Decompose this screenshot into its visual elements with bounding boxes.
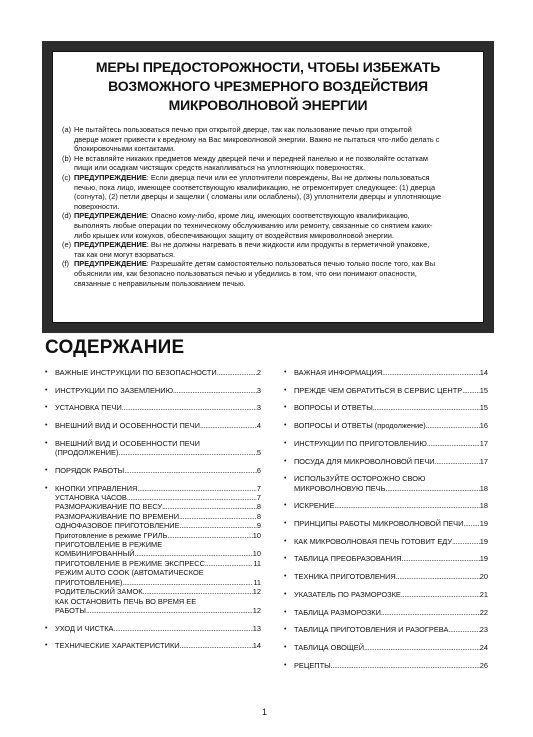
toc-right-column bbox=[284, 368, 488, 670]
bullet-icon: • bbox=[284, 555, 287, 563]
toc-entry[interactable] bbox=[284, 572, 488, 581]
toc-entry[interactable] bbox=[284, 457, 488, 466]
warning-item-line: так как они могут взорваться. bbox=[74, 249, 176, 259]
toc-page-number: 14 bbox=[252, 641, 261, 651]
toc-entry-line bbox=[55, 493, 261, 502]
toc-entry-line bbox=[294, 439, 488, 448]
toc-leader-dots bbox=[143, 587, 253, 596]
toc-page-number: 6 bbox=[256, 465, 261, 475]
warning-item-line: выполнять любые операции по техническому обслуживанию или ремонту, связанные со снятием каких- bbox=[74, 220, 433, 230]
toc-entry-line bbox=[55, 466, 261, 475]
toc-leader-dots bbox=[463, 519, 479, 528]
toc-leader-dots bbox=[334, 501, 479, 510]
toc-page-number: 24 bbox=[479, 642, 488, 652]
toc-entry-line bbox=[55, 439, 261, 448]
toc-leader-dots bbox=[180, 641, 253, 650]
toc-leader-dots bbox=[118, 448, 256, 457]
toc-entry-title: ПРЕЖДЕ ЧЕМ ОБРАТИТЬСЯ В СЕРВИС ЦЕНТР bbox=[294, 385, 463, 395]
toc-leader-dots bbox=[396, 572, 480, 581]
warning-item-line: связанные с неправильным пользованием печью. bbox=[74, 278, 246, 288]
toc-entry-title: УКАЗАТЕЛЬ ПО РАЗМОРОЗКЕ bbox=[294, 589, 401, 599]
toc-entry-line bbox=[294, 386, 488, 395]
toc-page-number: 19 bbox=[479, 519, 488, 529]
bullet-icon: • bbox=[284, 573, 287, 581]
toc-leader-dots bbox=[386, 484, 480, 493]
toc-title: СОДЕРЖАНИЕ bbox=[45, 337, 185, 358]
toc-entry-title: КАК ОСТАНОВИТЬ ПЕЧЬ ВО ВРЕМЯ ЕЕ bbox=[55, 596, 197, 606]
toc-entry-line bbox=[55, 597, 261, 606]
warning-item-line: печью, пока лицо, имеющее соответствующую квалификацию, не отремонтирует следующее: (1) дверца bbox=[74, 182, 436, 192]
toc-entry-title: РОДИТЕЛЬСКИЙ ЗАМОК bbox=[55, 587, 143, 597]
warning-item bbox=[62, 154, 480, 173]
toc-leader-dots bbox=[435, 457, 480, 466]
warning-item-label: (e) bbox=[62, 240, 72, 250]
toc-leader-dots bbox=[179, 512, 257, 521]
warning-item-line: пищи или осадкам чистящих средств накапливаться на уплотняющих поверхностях. bbox=[74, 163, 366, 173]
toc-page-number: 4 bbox=[256, 421, 261, 431]
warning-item-line bbox=[74, 259, 480, 269]
warning-item-label: (f) bbox=[62, 259, 69, 269]
warning-item-label: (d) bbox=[62, 211, 72, 221]
toc-entry-title: УСТАНОВКА ЧАСОВ bbox=[55, 493, 127, 503]
toc-page-number: 3 bbox=[256, 385, 261, 395]
toc-leader-dots bbox=[135, 549, 253, 558]
warning-item-label: (b) bbox=[62, 153, 72, 163]
warning-item-line bbox=[74, 173, 480, 183]
toc-entry[interactable] bbox=[284, 519, 488, 528]
bullet-icon: • bbox=[45, 642, 48, 650]
toc-page-number: 12 bbox=[252, 587, 261, 597]
toc-entry-line bbox=[55, 421, 261, 430]
toc-entry-title: Приготовление в режиме ГРИЛЬ bbox=[55, 530, 168, 540]
toc-entry-title: КНОПКИ УПРАВЛЕНИЯ bbox=[55, 483, 138, 493]
toc-page-number: 19 bbox=[479, 554, 488, 564]
bullet-icon: • bbox=[284, 590, 287, 598]
toc-entry[interactable] bbox=[284, 501, 488, 510]
bullet-icon: • bbox=[45, 624, 48, 632]
toc-entry-title: ТАБЛИЦА ОВОЩЕЙ bbox=[294, 642, 365, 652]
toc-leader-dots bbox=[205, 559, 253, 568]
toc-entry-line bbox=[55, 448, 261, 457]
toc-entry-title: ВАЖНЫЕ ИНСТРУКЦИИ ПО БЕЗОПАСНОСТИ bbox=[55, 368, 217, 377]
toc-entry[interactable] bbox=[284, 661, 488, 670]
toc-entry[interactable] bbox=[45, 421, 261, 430]
toc-entry-title: ВАЖНАЯ ИНФОРМАЦИЯ bbox=[294, 368, 383, 377]
toc-page-number: 7 bbox=[256, 493, 261, 503]
toc-entry-title: ИСПОЛЬЗУЙТЕ ОСТОРОЖНО СВОЮ bbox=[294, 474, 426, 484]
toc-leader-dots bbox=[452, 537, 480, 546]
toc-entry-title: ПРИГОТОВЛЕНИЕ В РЕЖИМЕ ЭКСПРЕСС bbox=[55, 558, 205, 568]
toc-leader-dots bbox=[217, 368, 257, 377]
toc-entry[interactable] bbox=[45, 403, 261, 412]
toc-page-number: 2 bbox=[256, 368, 261, 377]
toc-page-number: 16 bbox=[479, 421, 488, 431]
toc-entry-line bbox=[55, 403, 261, 412]
toc-entry[interactable] bbox=[45, 624, 261, 633]
toc-entry-line bbox=[294, 501, 488, 510]
toc-subentry[interactable] bbox=[45, 587, 261, 596]
toc-entry-title: ТАБЛИЦА РАЗМОРОЗКИ bbox=[294, 607, 381, 617]
bullet-icon: • bbox=[45, 466, 48, 474]
toc-page-number: 10 bbox=[252, 549, 261, 559]
warning-item-line bbox=[74, 240, 480, 250]
bullet-icon: • bbox=[284, 369, 287, 376]
toc-page-number: 23 bbox=[479, 625, 488, 635]
toc-entry-title: ИСКРЕНИЕ bbox=[294, 501, 335, 511]
toc-entry[interactable] bbox=[45, 484, 261, 493]
toc-page-number: 8 bbox=[256, 502, 261, 512]
toc-entry-title: КОМБИНИРОВАННЫЙ bbox=[55, 549, 135, 559]
bullet-icon: • bbox=[284, 457, 287, 465]
toc-page-number: 14 bbox=[479, 368, 488, 377]
toc-subentry[interactable] bbox=[45, 512, 261, 521]
toc-entry-title: ТЕХНИЧЕСКИЕ ХАРАКТЕРИСТИКИ bbox=[55, 641, 180, 651]
toc-entry[interactable] bbox=[284, 403, 488, 412]
toc-entry-line bbox=[55, 549, 261, 558]
toc-entry-title: УХОД И ЧИСТКА bbox=[55, 623, 114, 633]
toc-entry[interactable] bbox=[284, 643, 488, 652]
toc-entry[interactable] bbox=[284, 537, 488, 546]
warning-list bbox=[62, 125, 480, 288]
toc-page-number: 18 bbox=[479, 483, 488, 493]
toc-entry-title: ВНЕШНИЙ ВИД И ОСОБЕННОСТИ ПЕЧИ bbox=[55, 438, 200, 448]
toc-page-number: 3 bbox=[256, 403, 261, 413]
toc-entry[interactable] bbox=[45, 368, 261, 377]
toc-entry-title: ПРИНЦИПЫ РАБОТЫ МИКРОВОЛНОВОЙ ПЕЧИ bbox=[294, 519, 464, 529]
toc-left-column bbox=[45, 368, 261, 651]
toc-page-number: 10 bbox=[252, 530, 261, 540]
toc-leader-dots bbox=[122, 403, 257, 412]
toc-leader-dots bbox=[364, 643, 480, 652]
toc-entry-title: ИНСТРУКЦИИ ПО ЗАЗЕМЛЕНИЮ bbox=[55, 385, 174, 395]
toc-leader-dots bbox=[381, 608, 480, 617]
toc-page-number: 26 bbox=[479, 660, 488, 670]
toc-entry-line bbox=[294, 625, 488, 634]
toc-leader-dots bbox=[200, 421, 257, 430]
toc-subentry[interactable] bbox=[45, 568, 261, 587]
toc-entry-title: ВОПРОСЫ И ОТВЕТЫ (продолжение) bbox=[294, 421, 426, 431]
toc-entry-title: ПОСУДА ДЛЯ МИКРОВОЛНОВОЙ ПЕЧИ bbox=[294, 456, 435, 466]
toc-entry-line bbox=[55, 568, 261, 577]
toc-page-number: 13 bbox=[252, 623, 261, 633]
toc-entry-line bbox=[55, 512, 261, 521]
warning-item bbox=[62, 240, 480, 259]
bullet-icon: • bbox=[284, 626, 287, 634]
toc-entry-line bbox=[294, 484, 488, 493]
toc-subentry[interactable] bbox=[45, 493, 261, 502]
bullet-icon: • bbox=[284, 520, 287, 528]
warning-title-line: МИКРОВОЛНОВОЙ ЭНЕРГИИ bbox=[168, 97, 368, 113]
bullet-icon: • bbox=[45, 404, 48, 412]
toc-leader-dots bbox=[382, 368, 480, 377]
warning-text: : Разрешайте детям самостоятельно пользоваться печью только после того, как Вы bbox=[146, 259, 436, 269]
toc-leader-dots bbox=[123, 578, 254, 587]
toc-page-number: 15 bbox=[479, 403, 488, 413]
warning-item-line: либо крышек или кожухов, обеспечивающих защиту от воздействия микроволновой энергии. bbox=[74, 230, 394, 240]
toc-page-number: 20 bbox=[479, 572, 488, 582]
bullet-icon: • bbox=[45, 369, 48, 376]
toc-page-number: 11 bbox=[253, 577, 261, 587]
toc-entry-title: ОДНОФАЗОВОЕ ПРИГОТОВЛЕНИЕ bbox=[55, 521, 180, 531]
toc-page-number: 17 bbox=[479, 438, 488, 448]
page-number: 1 bbox=[262, 707, 268, 717]
toc-leader-dots bbox=[173, 386, 257, 395]
toc-entry[interactable] bbox=[284, 368, 488, 377]
toc-entry-line bbox=[55, 624, 261, 633]
toc-entry[interactable] bbox=[284, 554, 488, 563]
toc-entry[interactable] bbox=[284, 439, 488, 448]
toc-entry[interactable] bbox=[284, 590, 488, 599]
toc-entry-line bbox=[294, 421, 488, 430]
warning-item bbox=[62, 125, 480, 154]
toc-page-number: 12 bbox=[252, 605, 261, 615]
toc-subentry[interactable] bbox=[45, 521, 261, 530]
toc-page-number: 21 bbox=[479, 589, 488, 599]
toc-entry-title: ИНСТРУКЦИИ ПО ПРИГОТОВЛЕНИЮ bbox=[294, 438, 427, 448]
warning-text: : Опасно кому-либо, кроме лиц, имеющих соответствующую квалификацию, bbox=[146, 211, 410, 221]
toc-entry-line bbox=[55, 641, 261, 650]
bullet-icon: • bbox=[284, 422, 287, 430]
toc-entry-title: ТЕХНИКА ПРИГОТОВЛЕНИЯ bbox=[294, 572, 396, 582]
warning-item bbox=[62, 259, 480, 288]
toc-entry-line bbox=[55, 502, 261, 511]
toc-entry-title: УСТАНОВКА ПЕЧИ bbox=[55, 403, 122, 413]
toc-entry[interactable] bbox=[45, 466, 261, 475]
toc-entry-line bbox=[55, 578, 261, 587]
toc-entry-title: ВНЕШНИЙ ВИД И ОСОБЕННОСТИ ПЕЧИ bbox=[55, 421, 200, 431]
toc-entry-line bbox=[294, 590, 488, 599]
warning-keyword: ПРЕДУПРЕЖДЕНИЕ bbox=[74, 259, 147, 269]
toc-leader-dots bbox=[124, 466, 257, 475]
toc-leader-dots bbox=[127, 493, 257, 502]
toc-leader-dots bbox=[331, 661, 480, 670]
toc-subentry[interactable] bbox=[45, 540, 261, 559]
toc-entry-title: ТАБЛИЦА ПРЕОБРАЗОВАНИЯ bbox=[294, 554, 402, 564]
toc-entry[interactable] bbox=[284, 474, 488, 493]
toc-entry-line bbox=[294, 643, 488, 652]
toc-entry-line bbox=[55, 606, 261, 615]
toc-leader-dots bbox=[401, 590, 480, 599]
toc-entry-line bbox=[294, 554, 488, 563]
toc-leader-dots bbox=[427, 439, 480, 448]
toc-subentry[interactable] bbox=[45, 502, 261, 511]
bullet-icon: • bbox=[45, 422, 48, 430]
toc-entry[interactable] bbox=[45, 386, 261, 395]
toc-page-number: 7 bbox=[256, 483, 261, 493]
warning-item-line: поверхности. bbox=[74, 201, 120, 211]
toc-entry-title: ТАБЛИЦА ПРИГОТОВЛЕНИЯ И РАЗОГРЕВА bbox=[294, 625, 449, 635]
toc-entry-line bbox=[294, 537, 488, 546]
bullet-icon: • bbox=[284, 439, 287, 447]
toc-entry[interactable] bbox=[284, 421, 488, 430]
toc-leader-dots bbox=[167, 531, 252, 540]
toc-page-number: 18 bbox=[479, 501, 488, 511]
toc-entry-title: МИКРОВОЛНОВУЮ ПЕЧЬ bbox=[294, 483, 386, 493]
warning-keyword: ПРЕДУПРЕЖДЕНИЕ bbox=[74, 240, 147, 250]
warning-title-line: ВОЗМОЖНОГО ЧРЕЗМЕРНОГО ВОЗДЕЙСТВИЯ bbox=[108, 78, 428, 94]
toc-leader-dots bbox=[162, 502, 257, 511]
toc-entry-title: РЕЖИМ AUTO COOK (АВТОМАТИЧЕСКОЕ bbox=[55, 568, 204, 578]
toc-entry[interactable] bbox=[45, 641, 261, 650]
toc-subentry[interactable] bbox=[45, 559, 261, 568]
warning-item-line: объяснили им, как безопасно пользоваться печью и убедились в том, что они понимают опасности, bbox=[74, 268, 417, 278]
toc-page-number: 5 bbox=[256, 448, 261, 458]
toc-entry-title: РАЗМОРАЖИВАНИЕ ПО ВРЕМЕНИ bbox=[55, 511, 180, 521]
toc-entry-title: КАК МИКРОВОЛНОВАЯ ПЕЧЬ ГОТОВИТ ЕДУ bbox=[294, 536, 453, 546]
warning-item-line bbox=[74, 211, 480, 221]
toc-entry[interactable] bbox=[284, 625, 488, 634]
toc-entry-line bbox=[294, 457, 488, 466]
warning-item-line: (согнута), (2) петли дверцы и защелки ( сломаны или ослаблены), (3) уплотнители дверцы и уплотняющие bbox=[74, 192, 442, 202]
bullet-icon: • bbox=[284, 661, 287, 669]
toc-entry-title: ВОПРОСЫ И ОТВЕТЫ bbox=[294, 403, 373, 413]
bullet-icon: • bbox=[284, 475, 287, 483]
toc-leader-dots bbox=[137, 484, 257, 493]
toc-leader-dots bbox=[373, 403, 480, 412]
toc-entry-line bbox=[55, 540, 261, 549]
warning-keyword: ПРЕДУПРЕЖДЕНИЕ bbox=[74, 211, 147, 221]
bullet-icon: • bbox=[284, 404, 287, 412]
toc-entry-line bbox=[55, 386, 261, 395]
toc-leader-dots bbox=[180, 521, 257, 530]
toc-page-number: 11 bbox=[253, 558, 261, 568]
toc-entry-title: (ПРОДОЛЖЕНИЕ) bbox=[55, 448, 119, 458]
warning-item-label: (c) bbox=[62, 172, 71, 182]
toc-page-number: 9 bbox=[256, 521, 261, 531]
toc-entry-line bbox=[294, 661, 488, 670]
toc-leader-dots bbox=[401, 554, 479, 563]
toc-page-number: 22 bbox=[479, 607, 488, 617]
toc-entry-title: ПОРЯДОК РАБОТЫ bbox=[55, 465, 125, 475]
bullet-icon: • bbox=[284, 608, 287, 616]
bullet-icon: • bbox=[284, 386, 287, 394]
toc-entry-line bbox=[55, 587, 261, 596]
toc-entry-line bbox=[55, 531, 261, 540]
toc-entry-title: ПРИГОТОВЛЕНИЕ) bbox=[55, 577, 123, 587]
toc-entry[interactable] bbox=[45, 439, 261, 458]
toc-leader-dots bbox=[462, 386, 480, 395]
warning-item-line: Не пытайтесь пользоваться печью при открытой дверце, так как пользование печью при открытой bbox=[74, 125, 412, 134]
bullet-icon: • bbox=[284, 643, 287, 651]
bullet-icon: • bbox=[45, 484, 48, 492]
toc-page-number: 19 bbox=[479, 536, 488, 546]
toc-entry-line bbox=[294, 368, 488, 377]
warning-item-label: (a) bbox=[62, 125, 72, 134]
warning-title bbox=[52, 58, 484, 115]
toc-entry-title: РАБОТЫ bbox=[55, 605, 86, 615]
bullet-icon: • bbox=[284, 537, 287, 545]
warning-item-line: блокировочными контактами. bbox=[74, 144, 176, 154]
warning-text: : Вы не должны нагревать в печи жидкости или продукты в герметичной упаковке, bbox=[146, 240, 430, 250]
bullet-icon: • bbox=[45, 439, 48, 447]
toc-entry-line bbox=[55, 484, 261, 493]
toc-subentry[interactable] bbox=[45, 597, 261, 616]
toc-page-number: 8 bbox=[256, 511, 261, 521]
toc-entry-line bbox=[55, 521, 261, 530]
toc-entry[interactable] bbox=[284, 608, 488, 617]
toc-leader-dots bbox=[113, 624, 252, 633]
toc-leader-dots bbox=[448, 625, 479, 634]
toc-entry-line bbox=[294, 403, 488, 412]
toc-leader-dots bbox=[86, 606, 253, 615]
toc-entry-title: ПРИГОТОВЛЕНИЕ В РЕЖИМЕ bbox=[55, 540, 163, 550]
warning-item bbox=[62, 173, 480, 211]
warning-item-line: Не вставляйте никаких предметов между дверцей печи и передней панелью и не позволяйте остаткам bbox=[74, 153, 428, 163]
toc-page-number: 17 bbox=[479, 456, 488, 466]
toc-entry-line bbox=[55, 559, 261, 568]
bullet-icon: • bbox=[45, 386, 48, 394]
warning-text: : Если дверца печи или ее уплотнители повреждены, Вы не должны пользоваться bbox=[146, 172, 430, 182]
bullet-icon: • bbox=[284, 502, 287, 510]
warning-keyword: ПРЕДУПРЕЖДЕНИЕ bbox=[74, 172, 147, 182]
warning-title-line: МЕРЫ ПРЕДОСТОРОЖНОСТИ, ЧТОБЫ ИЗБЕЖАТЬ bbox=[95, 59, 441, 75]
warning-item-line: дверце может привести к вредному на Вас микроволновой энергии. Важно не пытаться что-либо делать с bbox=[74, 134, 440, 144]
toc-entry-line bbox=[55, 368, 261, 377]
toc-subentry[interactable] bbox=[45, 531, 261, 540]
toc-entry-title: РЕЦЕПТЫ bbox=[294, 660, 331, 670]
toc-entry[interactable] bbox=[284, 386, 488, 395]
toc-entry-line bbox=[294, 608, 488, 617]
warning-item bbox=[62, 211, 480, 240]
toc-entry-title: РАЗМОРАЖИВАНИЕ ПО ВЕСУ bbox=[55, 502, 163, 512]
toc-page-number: 15 bbox=[479, 385, 488, 395]
toc-entry-line bbox=[294, 474, 488, 483]
toc-leader-dots bbox=[426, 421, 480, 430]
toc-entry-line bbox=[294, 572, 488, 581]
toc-entry-line bbox=[294, 519, 488, 528]
